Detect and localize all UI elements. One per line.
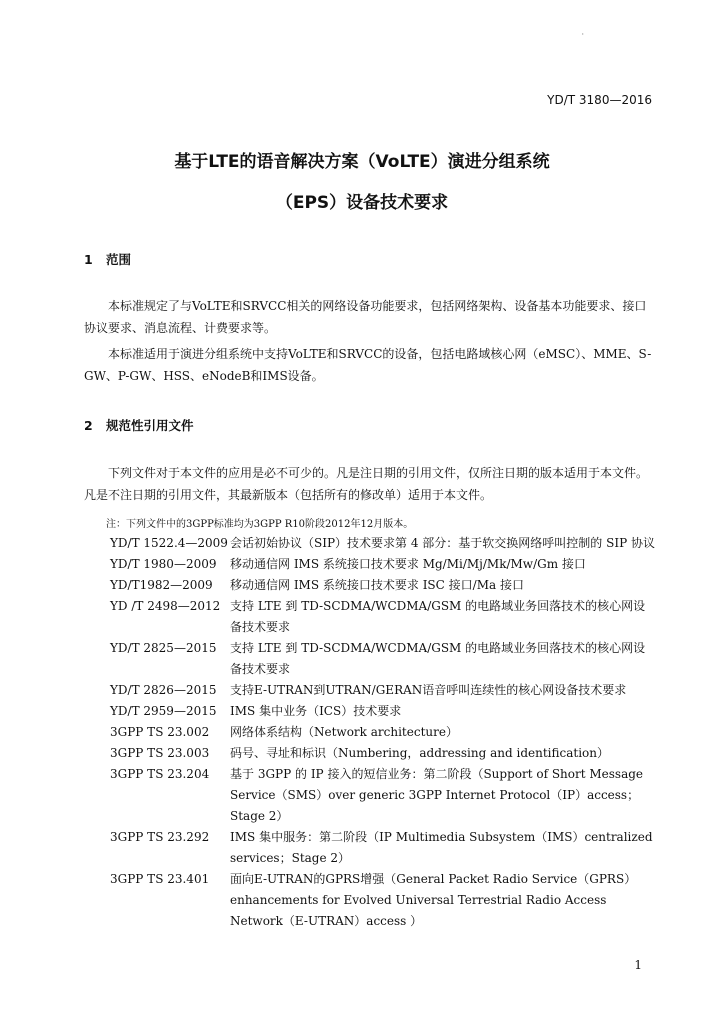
section-1-heading [84,250,131,268]
document-title-line1: 基于LTE的语音解决方案（VoLTE）演进分组系统 [174,152,550,172]
reference-row [110,827,656,869]
reference-description: 移动通信网 IMS 系统接口技术要求 ISC 接口/Ma 接口 [230,578,524,592]
reference-description: 网络体系结构（Network architecture） [230,725,458,739]
reference-description: 支持 LTE 到 TD-SCDMA/WCDMA/GSM 的电路域业务回落技术的核心网设备技术要求 [230,599,646,634]
reference-code: YD /T 2498—2012 [110,599,221,613]
reference-row [110,764,656,827]
reference-code: YD/T 2959—2015 [110,704,217,718]
section-1-paragraph-2-text: 本标准适用于演进分组系统中支持VoLTE和SRVCC的设备，包括电路域核心网（eMSC）、MME、S-GW、P-GW、HSS、eNodeB和IMS设备。 [84,347,652,383]
reference-code: YD/T 2826—2015 [110,683,217,697]
document-title-line2: （EPS）设备技术要求 [275,193,449,213]
standard-number: YD/T 3180—2016 [547,93,652,107]
section-1-paragraph-2 [84,343,656,387]
reference-row [110,575,656,596]
section-2-paragraph-text: 下列文件对于本文件的应用是必不可少的。凡是注日期的引用文件，仅所注日期的版本适用于本文件。凡是不注日期的引用文件，其最新版本（包括所有的修改单）适用于本文件。 [84,466,649,502]
reference-row [110,722,656,743]
reference-description: 支持E-UTRAN到UTRAN/GERAN语音呼叫连续性的核心网设备技术要求 [230,683,627,697]
reference-row [110,869,656,932]
section-1-paragraph-1 [84,295,656,339]
reference-row [110,743,656,764]
reference-code: YD/T1982—2009 [110,578,213,592]
scan-speck: · [581,30,584,39]
reference-description: 码号、寻址和标识（Numbering，addressing and identification） [230,746,609,760]
reference-code: 3GPP TS 23.401 [110,872,210,886]
reference-description: IMS 集中业务（ICS）技术要求 [230,704,402,718]
reference-description: 移动通信网 IMS 系统接口技术要求 Mg/Mi/Mj/Mk/Mw/Gm 接口 [230,557,586,571]
section-2-title: 规范性引用文件 [106,418,194,433]
reference-code: YD/T 1522.4—2009 [110,536,228,550]
reference-code: YD/T 2825—2015 [110,641,217,655]
reference-description: 基于 3GPP 的 IP 接入的短信业务：第二阶段（Support of Short Message Service（SMS）over generic 3GPP Internet Protocol（IP）access；Stage 2） [230,767,644,823]
reference-code: 3GPP TS 23.292 [110,830,210,844]
section-2-number: 2 [84,418,93,433]
section-2-paragraph [84,462,656,506]
reference-code: 3GPP TS 23.204 [110,767,210,781]
reference-description: 会话初始协议（SIP）技术要求第 4 部分：基于软交换网络呼叫控制的 SIP 协议 [230,536,655,550]
references-list [110,533,656,932]
reference-row [110,533,656,554]
reference-description: IMS 集中服务：第二阶段（IP Multimedia Subsystem（IMS）centralized services；Stage 2） [230,830,653,865]
section-1-title: 范围 [106,252,132,267]
section-1-number: 1 [84,252,93,267]
reference-code: YD/T 1980—2009 [110,557,217,571]
reference-row [110,680,656,701]
reference-description: 支持 LTE 到 TD-SCDMA/WCDMA/GSM 的电路域业务回落技术的核心网设备技术要求 [230,641,646,676]
reference-code: 3GPP TS 23.002 [110,725,210,739]
reference-code: 3GPP TS 23.003 [110,746,210,760]
reference-description: 面向E-UTRAN的GPRS增强（General Packet Radio Service（GPRS）enhancements for Evolved Universal Terrestrial Radio Access Network（E-UTRAN）access ） [230,872,637,928]
reference-row [110,596,656,638]
reference-row [110,554,656,575]
section-2-heading [84,416,194,434]
page-number: 1 [634,958,642,972]
reference-row [110,638,656,680]
reference-row [110,701,656,722]
section-1-paragraph-1-text: 本标准规定了与VoLTE和SRVCC相关的网络设备功能要求，包括网络架构、设备基本功能要求、接口协议要求、消息流程、计费要求等。 [84,299,647,335]
references-note: 注：下列文件中的3GPP标准均为3GPP R10阶段2012年12月版本。 [106,519,414,530]
